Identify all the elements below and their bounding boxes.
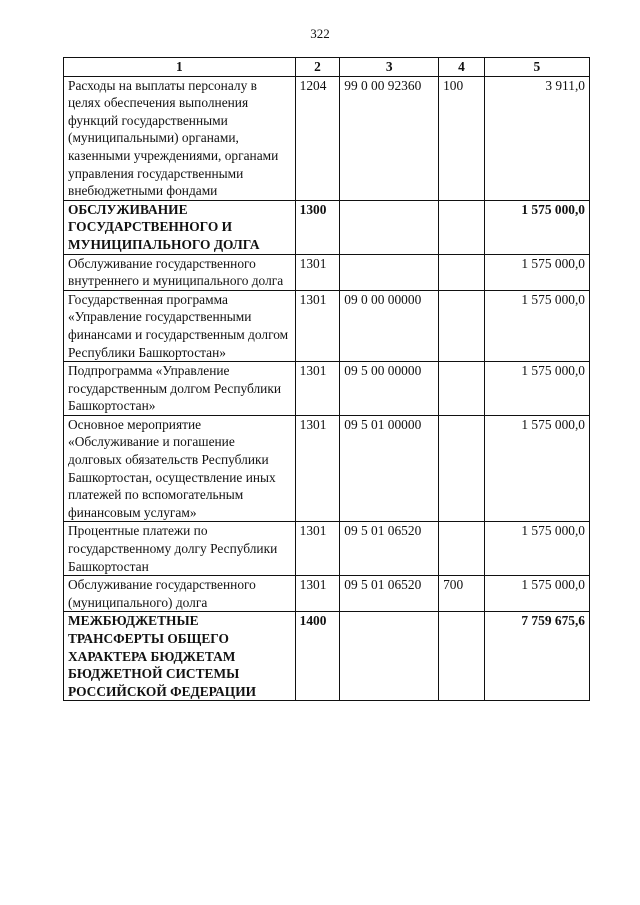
- section-code-cell: 1400: [295, 612, 340, 701]
- expense-type-cell: [439, 415, 485, 522]
- expense-type-cell: [439, 290, 485, 361]
- expense-type-cell: [439, 612, 485, 701]
- expense-type-cell: 100: [439, 76, 485, 200]
- table-row: [64, 290, 590, 361]
- expense-type-cell: [439, 362, 485, 416]
- target-article-cell: [340, 200, 439, 254]
- header-col-1: 1: [64, 58, 296, 77]
- target-article-cell: 09 5 01 06520: [340, 522, 439, 576]
- expense-type-cell: 700: [439, 576, 485, 612]
- target-article-cell: 09 5 01 06520: [340, 576, 439, 612]
- item-name-cell: Расходы на выплаты персоналу в целях обеспечения выполнения функций государственными (муниципальными) органами, казенными учреждениями, органами управления государственными внебюджетными фондами: [64, 76, 296, 200]
- section-code-cell: 1301: [295, 362, 340, 416]
- table-row: [64, 254, 590, 290]
- table-row: [64, 612, 590, 701]
- section-code-cell: 1301: [295, 522, 340, 576]
- table-body: [64, 76, 590, 701]
- amount-cell: 1 575 000,0: [484, 254, 589, 290]
- target-article-cell: [340, 612, 439, 701]
- amount-cell: 3 911,0: [484, 76, 589, 200]
- amount-cell: 1 575 000,0: [484, 522, 589, 576]
- item-name-cell: МЕЖБЮДЖЕТНЫЕ ТРАНСФЕРТЫ ОБЩЕГО ХАРАКТЕРА БЮДЖЕТАМ БЮДЖЕТНОЙ СИСТЕМЫ РОССИЙСКОЙ ФЕДЕРАЦИИ: [64, 612, 296, 701]
- target-article-cell: 09 5 00 00000: [340, 362, 439, 416]
- table-row: [64, 76, 590, 200]
- target-article-cell: 99 0 00 92360: [340, 76, 439, 200]
- section-code-cell: 1301: [295, 415, 340, 522]
- amount-cell: 1 575 000,0: [484, 200, 589, 254]
- item-name-cell: Подпрограмма «Управление государственным долгом Республики Башкортостан»: [64, 362, 296, 416]
- target-article-cell: 09 0 00 00000: [340, 290, 439, 361]
- expense-type-cell: [439, 200, 485, 254]
- item-name-cell: Процентные платежи по государственному долгу Республики Башкортостан: [64, 522, 296, 576]
- table-row: [64, 362, 590, 416]
- table-row: [64, 522, 590, 576]
- header-col-3: 3: [340, 58, 439, 77]
- table-row: [64, 415, 590, 522]
- item-name-cell: Основное мероприятие «Обслуживание и погашение долговых обязательств Республики Башкортостан, осуществление иных платежей по вспомогательным финансовым услугам»: [64, 415, 296, 522]
- item-name-cell: ОБСЛУЖИВАНИЕ ГОСУДАРСТВЕННОГО И МУНИЦИПАЛЬНОГО ДОЛГА: [64, 200, 296, 254]
- target-article-cell: [340, 254, 439, 290]
- header-col-5: 5: [484, 58, 589, 77]
- table-row: [64, 200, 590, 254]
- section-code-cell: 1204: [295, 76, 340, 200]
- item-name-cell: Государственная программа «Управление государственными финансами и государственным долгом Республики Башкортостан»: [64, 290, 296, 361]
- amount-cell: 1 575 000,0: [484, 415, 589, 522]
- item-name-cell: Обслуживание государственного внутреннего и муниципального долга: [64, 254, 296, 290]
- expense-type-cell: [439, 522, 485, 576]
- amount-cell: 1 575 000,0: [484, 576, 589, 612]
- table-header: [64, 58, 590, 77]
- section-code-cell: 1301: [295, 290, 340, 361]
- table-row: [64, 576, 590, 612]
- target-article-cell: 09 5 01 00000: [340, 415, 439, 522]
- header-col-2: 2: [295, 58, 340, 77]
- header-col-4: 4: [439, 58, 485, 77]
- expense-type-cell: [439, 254, 485, 290]
- page-number: 322: [310, 26, 330, 41]
- amount-cell: 7 759 675,6: [484, 612, 589, 701]
- budget-table: [63, 57, 590, 701]
- amount-cell: 1 575 000,0: [484, 362, 589, 416]
- section-code-cell: 1301: [295, 254, 340, 290]
- section-code-cell: 1301: [295, 576, 340, 612]
- amount-cell: 1 575 000,0: [484, 290, 589, 361]
- header-row: [64, 58, 590, 77]
- section-code-cell: 1300: [295, 200, 340, 254]
- item-name-cell: Обслуживание государственного (муниципального) долга: [64, 576, 296, 612]
